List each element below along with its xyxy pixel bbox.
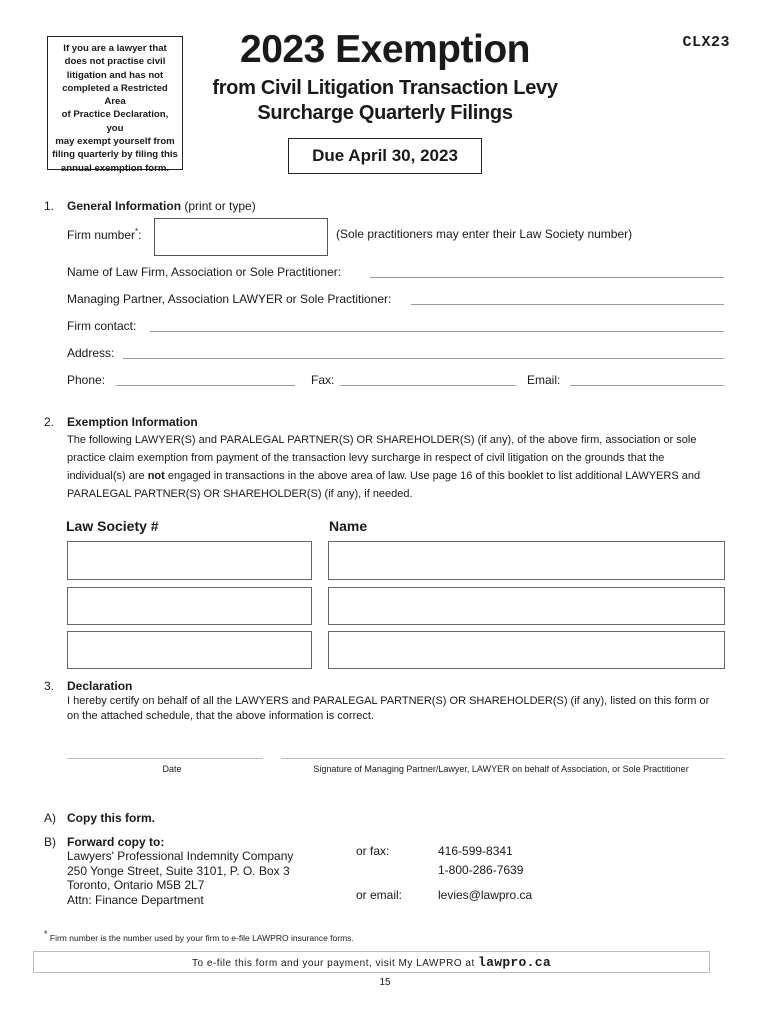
exemption-paragraph: [67, 431, 747, 503]
address-field[interactable]: [123, 358, 724, 359]
phone-field[interactable]: [116, 385, 295, 386]
section-2-number: 2.: [44, 415, 55, 429]
managing-partner-label: Managing Partner, Association LAWYER or Sole Practitioner:: [67, 292, 392, 306]
instruction-b-letter: B): [44, 835, 56, 849]
phone-label: Phone:: [67, 373, 106, 387]
notice-line: litigation and has not: [66, 69, 164, 81]
page-number: 15: [379, 977, 391, 988]
notice-line: completed a Restricted Area: [62, 82, 168, 108]
declaration-text: [67, 694, 747, 724]
column-header-name: Name: [329, 518, 368, 534]
address-line: 250 Yonge Street, Suite 3101, P. O. Box 3: [67, 863, 290, 878]
section-2-heading: Exemption Information: [67, 415, 198, 429]
date-label: Date: [162, 764, 182, 774]
notice-line: annual exemption form.: [60, 162, 170, 174]
lawpro-link[interactable]: lawpro.ca: [478, 955, 551, 970]
notice-line: of Practice Declaration, you: [61, 109, 169, 134]
signature-label: Signature of Managing Partner/Lawyer, LAWYER on behalf of Association, or Sole Practitioner: [313, 764, 689, 774]
or-fax-label: or fax:: [356, 844, 390, 858]
paragraph-line: practice claim exemption from payment of the transaction levy surcharge in respect of civil litigation on the grounds that the: [67, 452, 665, 464]
instruction-a-text: Copy this form.: [67, 811, 156, 825]
law-society-number-input[interactable]: [67, 587, 312, 625]
paragraph-line: The following LAWYER(S) and PARALEGAL PARTNER(S) OR SHAREHOLDER(S) (if any), of the above firm, association or sole: [67, 434, 697, 446]
firm-contact-label: Firm contact:: [67, 319, 137, 333]
fax-number-tollfree: 1-800-286-7639: [438, 863, 524, 877]
or-email-label: or email:: [356, 888, 403, 902]
levies-email[interactable]: levies@lawpro.ca: [438, 888, 533, 902]
managing-partner-field[interactable]: [411, 304, 724, 305]
law-society-number-input[interactable]: [67, 541, 312, 580]
firm-number-colon: :: [138, 228, 142, 242]
efile-banner: [33, 951, 710, 973]
lawyer-name-input[interactable]: [328, 541, 725, 580]
section-1-heading: General Information: [67, 199, 182, 213]
efile-text: To e-file this form and your payment, visit My LAWPRO at: [192, 958, 479, 969]
subtitle-line-2: Surcharge Quarterly Filings: [257, 102, 513, 124]
mailing-address: [67, 849, 293, 907]
lawyer-name-input[interactable]: [328, 587, 725, 625]
fax-label: Fax:: [311, 373, 335, 387]
firm-contact-field[interactable]: [150, 331, 724, 332]
email-label: Email:: [527, 373, 561, 387]
paragraph-emphasis: not: [147, 470, 165, 482]
declaration-line: on the attached schedule, that the above information is correct.: [67, 710, 374, 722]
firm-number-note: (Sole practitioners may enter their Law Society number): [336, 227, 633, 241]
firm-number-label: Firm number: [67, 228, 136, 242]
paragraph-line: [67, 467, 747, 485]
paragraph-text: individual(s) are: [67, 470, 148, 482]
paragraph-line: PARALEGAL PARTNER(S) OR SHAREHOLDER(S) (if any), if needed.: [67, 488, 413, 500]
footnote: [44, 929, 354, 943]
email-field[interactable]: [570, 385, 724, 386]
paragraph-text: engaged in transactions in the above area of law. Use page 16 of this booklet to list additional LAWYERS and: [164, 470, 701, 482]
address-line: Toronto, Ontario M5B 2L7: [67, 878, 205, 892]
address-line: Lawyers' Professional Indemnity Company: [67, 849, 294, 863]
instruction-b-text: Forward copy to:: [67, 835, 165, 849]
notice-line: filing quarterly by filing this: [52, 149, 178, 161]
fax-field[interactable]: [340, 385, 516, 386]
notice-line: may exempt yourself from: [55, 136, 175, 148]
firm-name-field[interactable]: [370, 277, 724, 278]
notice-line: If you are a lawyer that: [63, 43, 167, 54]
subtitle-line-1: from Civil Litigation Transaction Levy: [212, 77, 558, 99]
exemption-notice-box: [47, 36, 183, 174]
section-1-heading-note: (print or type): [184, 199, 256, 213]
address-line: Attn: Finance Department: [67, 892, 204, 907]
firm-name-label: Name of Law Firm, Association or Sole Practitioner:: [67, 265, 342, 279]
firm-number-input[interactable]: [154, 218, 328, 256]
footnote-mark: *: [135, 227, 139, 236]
address-label: Address:: [67, 346, 115, 360]
section-1-number: 1.: [44, 199, 55, 213]
signature-field[interactable]: [281, 758, 725, 759]
form-subtitle: [200, 76, 570, 126]
section-3-number: 3.: [44, 679, 55, 693]
firm-number-label-row: [67, 227, 141, 242]
footnote-asterisk: *: [44, 929, 48, 939]
law-society-number-input[interactable]: [67, 631, 312, 669]
due-date-box: Due April 30, 2023: [288, 138, 482, 174]
lawyer-name-input[interactable]: [328, 631, 725, 669]
instruction-a-letter: A): [44, 811, 56, 825]
form-title: 2023 Exemption: [240, 28, 530, 71]
fax-number-local: 416-599-8341: [438, 844, 513, 858]
footnote-text: Firm number is the number used by your firm to e-file LAWPRO insurance forms.: [49, 932, 354, 943]
notice-line: does not practise civil: [64, 56, 166, 68]
column-header-law-society: Law Society #: [66, 518, 159, 534]
section-3-heading: Declaration: [67, 679, 133, 693]
date-field[interactable]: [67, 758, 263, 759]
section-1-heading-row: [67, 199, 256, 213]
form-code: CLX23: [682, 34, 730, 51]
declaration-line: I hereby certify on behalf of all the LAWYERS and PARALEGAL PARTNER(S) OR SHAREHOLDER(S) (if any), listed on this form or: [67, 695, 710, 707]
